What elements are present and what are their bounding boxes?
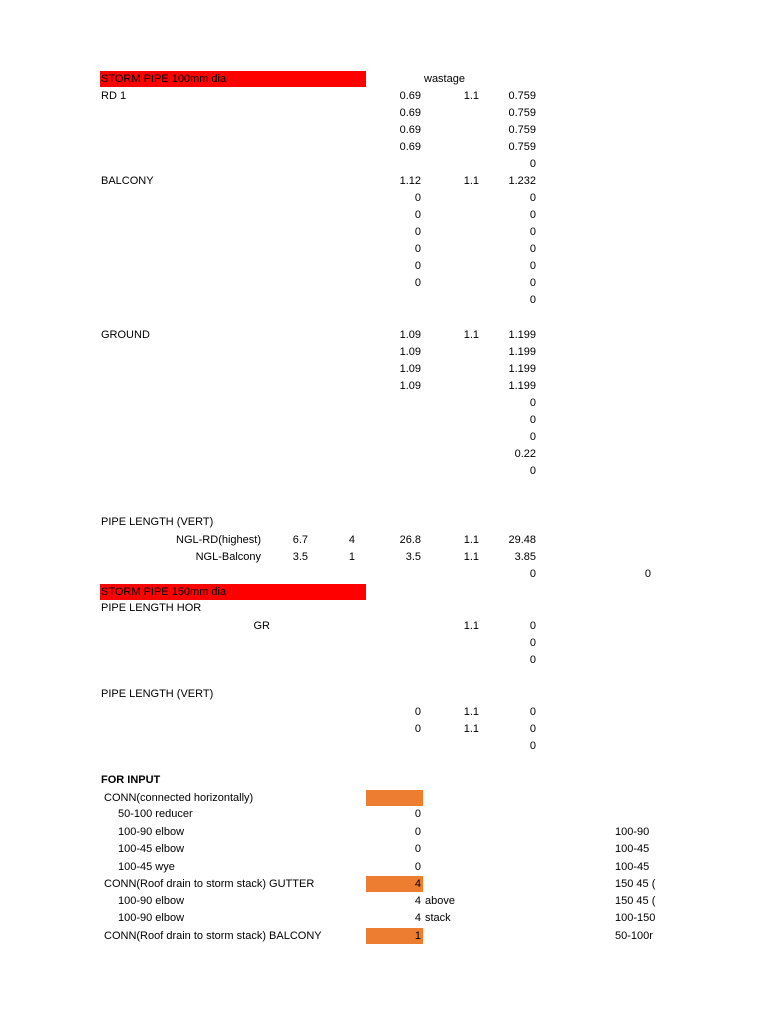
- cell: 0.759: [508, 90, 536, 102]
- cell: 3.5: [405, 551, 421, 563]
- cell: 0: [414, 260, 421, 272]
- cell: 1.09: [399, 329, 421, 341]
- cell: 0: [414, 226, 421, 238]
- cell: 1.199: [508, 363, 536, 375]
- cell: 0.759: [508, 141, 536, 153]
- cell: 100-90 elbow: [118, 826, 185, 838]
- cell: 1.232: [508, 175, 536, 187]
- cell: 100-90: [615, 826, 650, 838]
- cell: 0: [529, 243, 536, 255]
- cell: 0: [414, 243, 421, 255]
- cell: 50-100r: [615, 930, 653, 942]
- cell: 6.7: [292, 534, 308, 546]
- cell: 0: [529, 226, 536, 238]
- cell: 0: [529, 465, 536, 477]
- cell: 29.48: [508, 534, 536, 546]
- cell: 100-150: [615, 912, 656, 924]
- cell: 0: [529, 158, 536, 170]
- cell: 100-45 elbow: [118, 843, 185, 855]
- cell: 0.759: [508, 124, 536, 136]
- cell: 1.12: [399, 175, 421, 187]
- cell: 26.8: [399, 534, 421, 546]
- cell: PIPE LENGTH (VERT): [101, 516, 214, 528]
- cell: 0.69: [399, 107, 421, 119]
- cell: STORM PIPE 100mm dia: [101, 73, 227, 85]
- cell: 0: [529, 192, 536, 204]
- cell: PIPE LENGTH HOR: [101, 602, 202, 614]
- cell: BALCONY: [101, 175, 154, 187]
- cell: 0: [414, 706, 421, 718]
- cell: wastage: [424, 73, 465, 85]
- cell: 0: [644, 568, 651, 580]
- cell: 100-90 elbow: [118, 895, 185, 907]
- cell: 0: [414, 723, 421, 735]
- cell: 0: [529, 620, 536, 632]
- cell: 0: [529, 637, 536, 649]
- cell: 1.09: [399, 363, 421, 375]
- cell: 1.09: [399, 346, 421, 358]
- cell: 1.1: [463, 551, 479, 563]
- cell: 150 45 (: [615, 895, 656, 907]
- cell: 0: [414, 843, 421, 855]
- cell: CONN(Roof drain to storm stack) GUTTER: [104, 878, 315, 890]
- cell: 100-45: [615, 843, 650, 855]
- cell: 1.1: [463, 90, 479, 102]
- cell: CONN(connected horizontally): [104, 792, 254, 804]
- cell: STORM PIPE 150mm dia: [101, 586, 227, 598]
- cell: 0: [529, 654, 536, 666]
- cell: 0: [529, 568, 536, 580]
- cell: RD 1: [101, 90, 127, 102]
- cell: 0: [414, 192, 421, 204]
- cell: stack: [425, 912, 451, 924]
- cell: 100-45: [615, 861, 650, 873]
- cell: 150 45 (: [615, 878, 656, 890]
- cell: 1: [414, 930, 421, 942]
- cell: NGL-Balcony: [195, 551, 261, 563]
- cell: 0: [529, 397, 536, 409]
- cell: 0: [414, 277, 421, 289]
- cell: 1.1: [463, 620, 479, 632]
- cell: 100-90 elbow: [118, 912, 185, 924]
- cell: 50-100 reducer: [118, 808, 193, 820]
- cell: 0.22: [514, 448, 536, 460]
- cell: 1.1: [463, 175, 479, 187]
- cell: 1.199: [508, 329, 536, 341]
- cell: 0.69: [399, 90, 421, 102]
- cell: FOR INPUT: [101, 774, 161, 786]
- cell: 1.09: [399, 380, 421, 392]
- cell: GROUND: [101, 329, 150, 341]
- cell: 3.85: [514, 551, 536, 563]
- cell: 1.199: [508, 380, 536, 392]
- cell: 4: [414, 912, 421, 924]
- cell: 0: [529, 723, 536, 735]
- cell: 0: [414, 808, 421, 820]
- cell: 0: [529, 706, 536, 718]
- input-cell[interactable]: [366, 790, 423, 806]
- cell: 0.69: [399, 124, 421, 136]
- cell: 100-45 wye: [118, 861, 175, 873]
- cell: 0: [414, 209, 421, 221]
- cell: 0.69: [399, 141, 421, 153]
- cell: 0: [529, 414, 536, 426]
- cell: above: [425, 895, 455, 907]
- cell: 4: [414, 878, 421, 890]
- cell: 0: [529, 740, 536, 752]
- cell: 0: [529, 431, 536, 443]
- cell: CONN(Roof drain to storm stack) BALCONY: [104, 930, 322, 942]
- cell: 4: [348, 534, 355, 546]
- cell: 1.1: [463, 706, 479, 718]
- cell: PIPE LENGTH (VERT): [101, 688, 214, 700]
- cell: 1.1: [463, 534, 479, 546]
- cell: 0: [414, 826, 421, 838]
- cell: 0: [529, 209, 536, 221]
- cell: 0: [529, 294, 536, 306]
- cell: 4: [414, 895, 421, 907]
- cell: 1.199: [508, 346, 536, 358]
- cell: 1: [348, 551, 355, 563]
- cell: 1.1: [463, 329, 479, 341]
- cell: 0: [529, 260, 536, 272]
- cell: 0.759: [508, 107, 536, 119]
- cell: 0: [414, 861, 421, 873]
- cell: GR: [253, 620, 270, 632]
- cell: 1.1: [463, 723, 479, 735]
- cell: 0: [529, 277, 536, 289]
- cell: NGL-RD(highest): [176, 534, 261, 546]
- cell: 3.5: [292, 551, 308, 563]
